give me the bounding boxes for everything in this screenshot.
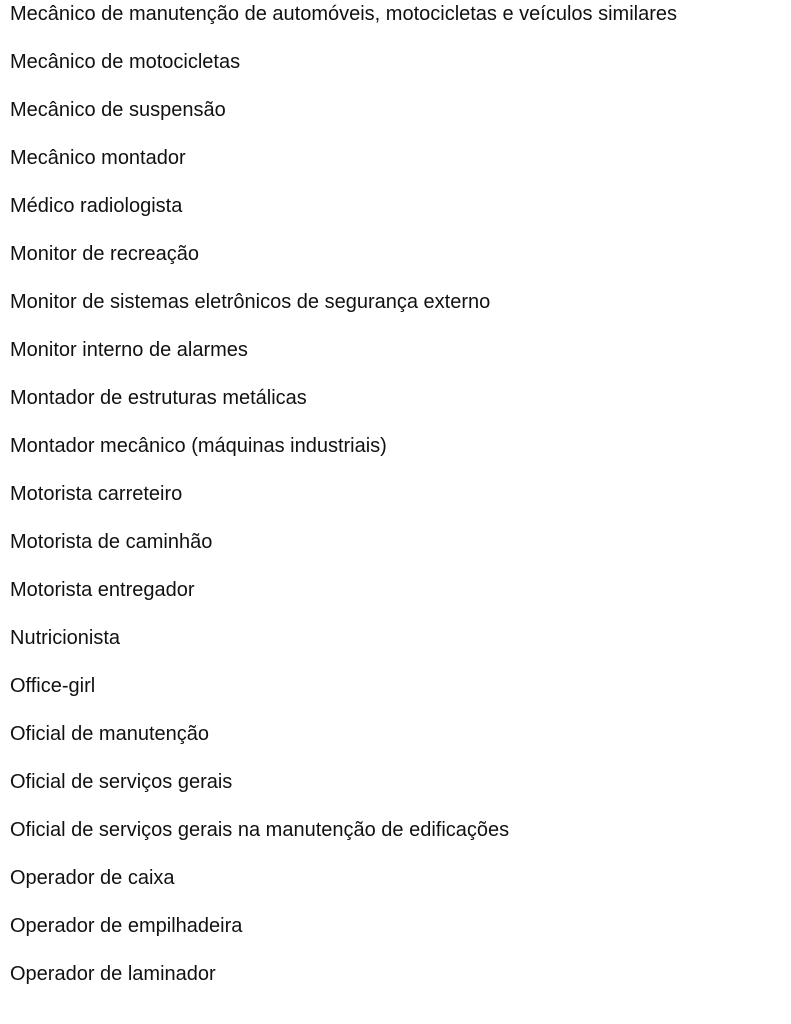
list-item: Motorista de caminhão (10, 531, 213, 553)
occupation-list (10, 2, 677, 1010)
list-item: Nutricionista (10, 627, 121, 649)
list-item: Oficial de manutenção (10, 723, 210, 745)
list-item: Médico radiologista (10, 195, 183, 217)
list-item: Oficial de serviços gerais (10, 771, 233, 793)
list-item: Monitor interno de alarmes (10, 339, 248, 361)
list-item: Mecânico de motocicletas (10, 51, 241, 73)
list-item: Monitor de recreação (10, 243, 199, 265)
list-item: Operador de empilhadeira (10, 915, 243, 937)
list-item: Montador mecânico (máquinas industriais) (10, 435, 387, 457)
list-item: Motorista entregador (10, 579, 195, 601)
list-item: Montador de estruturas metálicas (10, 387, 307, 409)
list-item: Mecânico montador (10, 147, 186, 169)
list-item: Operador de laminador (10, 963, 216, 985)
list-item: Monitor de sistemas eletrônicos de segurança externo (10, 291, 491, 313)
list-item: Mecânico de manutenção de automóveis, motocicletas e veículos similares (10, 3, 677, 25)
list-item: Office-girl (10, 675, 96, 697)
list-item: Motorista carreteiro (10, 483, 183, 505)
list-item: Operador de caixa (10, 867, 175, 889)
list-item: Mecânico de suspensão (10, 99, 226, 121)
list-item: Oficial de serviços gerais na manutenção de edificações (10, 819, 510, 841)
